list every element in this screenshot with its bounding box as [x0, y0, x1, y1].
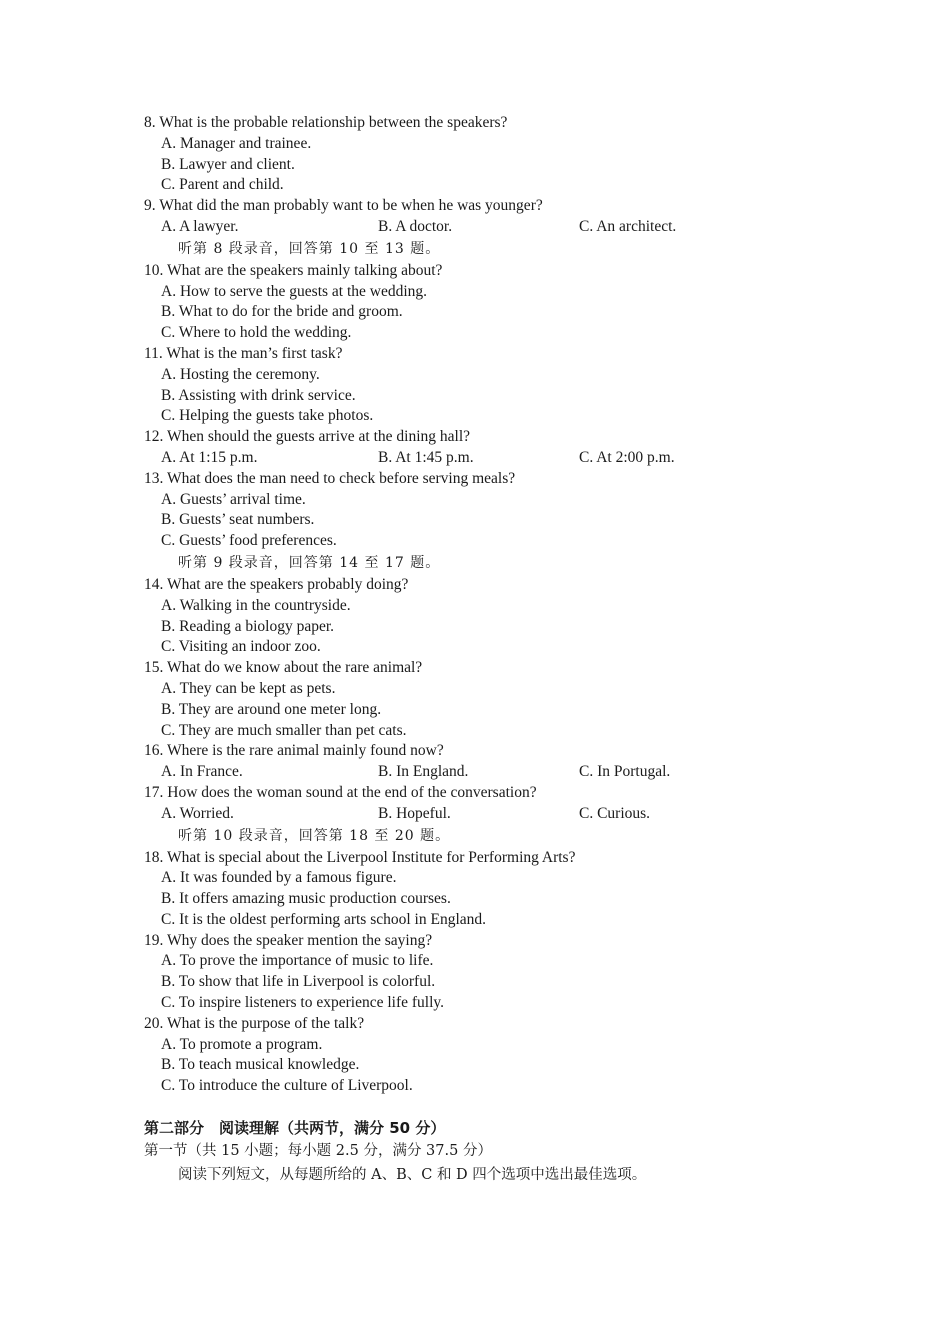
answer-option: B. To show that life in Liverpool is colorful.: [161, 973, 436, 991]
question-stem: 11. What is the man’s first task?: [144, 344, 343, 362]
answer-option: B. They are around one meter long.: [161, 700, 382, 718]
answer-option: C. It is the oldest performing arts school in England.: [161, 910, 487, 928]
question-stem: 9. What did the man probably want to be when he was younger?: [144, 197, 543, 215]
options-row: [144, 448, 744, 469]
part-two-subtitle: 第一节（共 15 小题；每小题 2.5 分，满分 37.5 分）: [144, 1143, 492, 1160]
answer-option: B. Guests’ seat numbers.: [161, 511, 315, 529]
section-instruction: 听第 9 段录音，回答第 14 至 17 题。: [178, 554, 441, 571]
part-two-title: 第二部分 阅读理解（共两节，满分 50 分）: [144, 1119, 446, 1138]
answer-option: A. Guests’ arrival time.: [161, 490, 306, 508]
question-stem: 19. Why does the speaker mention the saying?: [144, 931, 433, 949]
answer-option: C. To inspire listeners to experience life fully.: [161, 994, 445, 1012]
answer-option: B. It offers amazing music production courses.: [161, 890, 451, 908]
question-stem: 16. Where is the rare animal mainly found now?: [144, 742, 444, 760]
answer-option: A. It was founded by a famous figure.: [161, 869, 397, 887]
answer-option: A. To promote a program.: [161, 1035, 323, 1053]
answer-option: A. Manager and trainee.: [161, 134, 312, 152]
options-row: [144, 217, 744, 238]
answer-option: B. A doctor.: [378, 217, 453, 235]
answer-option: B. At 1:45 p.m.: [378, 448, 474, 466]
answer-option: C. At 2:00 p.m.: [579, 448, 675, 466]
answer-option: C. They are much smaller than pet cats.: [161, 721, 407, 739]
answer-option: A. How to serve the guests at the wedding.: [161, 282, 428, 300]
answer-option: A. At 1:15 p.m.: [161, 448, 258, 466]
section-instruction: 听第 10 段录音，回答第 18 至 20 题。: [178, 827, 451, 844]
question-stem: 15. What do we know about the rare animal?: [144, 659, 423, 677]
answer-option: C. In Portugal.: [579, 763, 671, 781]
answer-option: A. Hosting the ceremony.: [161, 365, 320, 383]
answer-option: C. Where to hold the wedding.: [161, 324, 352, 342]
part-two-instruction: 阅读下列短文，从每题所给的 A、B、C 和 D 四个选项中选出最佳选项。: [178, 1167, 647, 1184]
answer-option: B. Lawyer and client.: [161, 155, 295, 173]
answer-option: C. Parent and child.: [161, 176, 284, 194]
answer-option: C. Curious.: [579, 804, 651, 822]
options-row: [144, 762, 744, 783]
answer-option: A. Worried.: [161, 804, 234, 822]
answer-option: A. A lawyer.: [161, 217, 239, 235]
answer-option: B. To teach musical knowledge.: [161, 1056, 360, 1074]
section-instruction: 听第 8 段录音，回答第 10 至 13 题。: [178, 240, 441, 257]
answer-option: A. To prove the importance of music to life.: [161, 952, 434, 970]
question-stem: 12. When should the guests arrive at the dining hall?: [144, 428, 470, 446]
answer-option: C. An architect.: [579, 217, 677, 235]
answer-option: B. In England.: [378, 763, 469, 781]
question-stem: 10. What are the speakers mainly talking about?: [144, 261, 443, 279]
answer-option: C. Visiting an indoor zoo.: [161, 638, 321, 656]
question-stem: 13. What does the man need to check before serving meals?: [144, 469, 516, 487]
answer-option: B. Assisting with drink service.: [161, 386, 356, 404]
question-stem: 17. How does the woman sound at the end of the conversation?: [144, 783, 537, 801]
answer-option: C. Helping the guests take photos.: [161, 407, 374, 425]
answer-option: B. Reading a biology paper.: [161, 617, 335, 635]
answer-option: A. Walking in the countryside.: [161, 596, 351, 614]
options-row: [144, 804, 744, 825]
listening-section: [144, 113, 744, 1187]
question-stem: 14. What are the speakers probably doing?: [144, 575, 409, 593]
answer-option: C. Guests’ food preferences.: [161, 532, 337, 550]
answer-option: B. What to do for the bride and groom.: [161, 303, 403, 321]
question-stem: 20. What is the purpose of the talk?: [144, 1014, 365, 1032]
answer-option: A. They can be kept as pets.: [161, 679, 336, 697]
question-stem: 8. What is the probable relationship between the speakers?: [144, 114, 508, 131]
question-stem: 18. What is special about the Liverpool Institute for Performing Arts?: [144, 848, 576, 866]
answer-option: B. Hopeful.: [378, 804, 451, 822]
answer-option: A. In France.: [161, 763, 243, 781]
answer-option: C. To introduce the culture of Liverpool.: [161, 1077, 413, 1095]
